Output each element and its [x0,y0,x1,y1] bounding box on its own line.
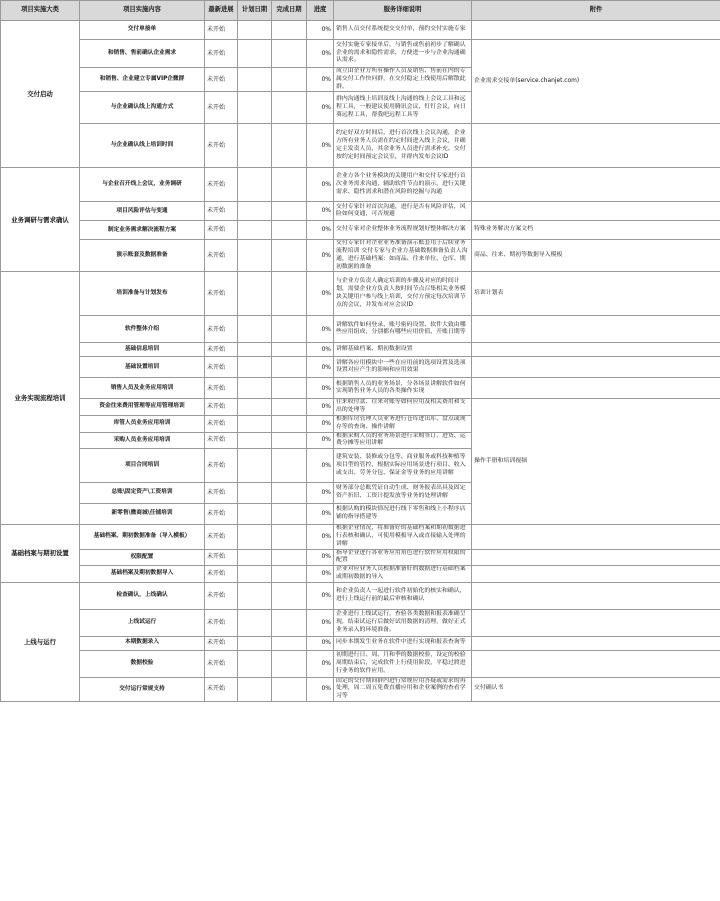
plan-date-cell [238,357,272,378]
done-date-cell [272,21,307,40]
header-category: 项目实施大类 [1,1,80,21]
progress-cell: 0% [307,124,334,168]
attachment-cell [472,343,720,357]
progress-cell: 0% [307,483,334,504]
table-row [1,124,720,168]
status-cell: 未开始 [205,92,238,124]
detail-cell: 企业方各个业务模块的关键用户和交付专家进行首次业务需求沟通，辅助软件节点的演示，进行关键需求、隐性需求和潜在风险的挖掘与沟通 [334,168,472,202]
plan-date-cell [238,416,272,433]
header-plan-date: 计划日期 [238,1,272,21]
table-row [1,650,720,677]
plan-date-cell [238,378,272,399]
item-cell: 与企业召开线上会议，业务调研 [80,168,205,202]
attachment-link[interactable]: 企业需求交接单(service.chanjet.com) [474,77,580,84]
item-cell: 基础档案、期初数据准备（导入模板） [80,525,205,549]
progress-cell: 0% [307,399,334,416]
item-cell: 项目合同培训 [80,449,205,483]
attachment-cell [472,272,720,316]
status-cell: 未开始 [205,124,238,168]
plan-date-cell [238,240,272,272]
detail-cell: 建筑安装、装修或分包等、商业服务或科技种植等项目型的管控，根据实际应用场景进行项目、收入或支出、劳务分包、保证金等业务的应用讲解 [334,449,472,483]
done-date-cell [272,168,307,202]
done-date-cell [272,221,307,240]
plan-date-cell [238,483,272,504]
detail-cell: 交付专家对企业整体业务流程规划好整体解决方案 [334,221,472,240]
table-row [1,202,720,221]
plan-date-cell [238,677,272,701]
attachment-link[interactable]: 操作手册和培训视频 [474,457,528,464]
done-date-cell [272,525,307,549]
done-date-cell [272,68,307,92]
status-cell: 未开始 [205,582,238,609]
category-cell: 业务实现流程培训 [1,272,80,525]
plan-date-cell [238,449,272,483]
plan-date-cell [238,92,272,124]
attachment-cell [472,549,720,566]
item-cell: 基础信息培训 [80,343,205,357]
plan-date-cell [238,272,272,316]
table-row [1,566,720,583]
status-cell: 未开始 [205,21,238,40]
progress-cell: 0% [307,21,334,40]
attachment-cell [472,221,720,240]
category-cell: 基础档案与期初设置 [1,525,80,582]
plan-date-cell [238,316,272,343]
attachment-cell [472,677,720,701]
progress-cell: 0% [307,240,334,272]
plan-date-cell [238,124,272,168]
status-cell: 未开始 [205,378,238,399]
progress-cell: 0% [307,650,334,677]
done-date-cell [272,357,307,378]
done-date-cell [272,650,307,677]
progress-cell: 0% [307,432,334,449]
plan-date-cell [238,609,272,636]
item-cell: 交付运行常规支持 [80,677,205,701]
detail-cell: 讲解软件如何登录、账号密码设置、软件大致由哪些应用组成，分别都有哪些应用价值、开账日期等 [334,316,472,343]
done-date-cell [272,272,307,316]
detail-cell: 销售人员交付系统提交交付单，预约交付实施专家 [334,21,472,40]
attachment-link[interactable]: 交付确认书 [474,685,504,692]
plan-date-cell [238,636,272,650]
progress-cell: 0% [307,202,334,221]
done-date-cell [272,609,307,636]
table-row [1,221,720,240]
done-date-cell [272,343,307,357]
progress-cell: 0% [307,677,334,701]
done-date-cell [272,92,307,124]
status-cell: 未开始 [205,677,238,701]
plan-date-cell [238,68,272,92]
attachment-cell [472,399,720,525]
done-date-cell [272,432,307,449]
header-attachment: 附件 [472,1,720,21]
plan-date-cell [238,650,272,677]
progress-cell: 0% [307,636,334,650]
attachment-cell [472,21,720,40]
attachment-link[interactable]: 特殊业务解决方案文档 [474,226,533,233]
item-cell: 基础档案及期初数据导入 [80,566,205,583]
item-cell: 总账\固定资产\工资培训 [80,483,205,504]
done-date-cell [272,316,307,343]
table-row [1,525,720,549]
plan-date-cell [238,525,272,549]
plan-date-cell [238,432,272,449]
attachment-cell [472,202,720,221]
header-detail: 服务详细说明 [334,1,472,21]
table-row [1,399,720,416]
status-cell: 未开始 [205,609,238,636]
table-row [1,677,720,701]
detail-cell: 根据采购人员的业务场景进行采购签订、进货、运费分摊等应用讲解 [334,432,472,449]
attachment-cell [472,168,720,202]
table-row [1,272,720,316]
done-date-cell [272,483,307,504]
table-row [1,240,720,272]
item-cell: 新零售\微商城\任铺培训 [80,504,205,525]
header-done-date: 完成日期 [272,1,307,21]
item-cell: 软件整体介绍 [80,316,205,343]
attachment-cell [472,609,720,636]
progress-cell: 0% [307,316,334,343]
category-cell: 上线与运行 [1,582,80,701]
detail-cell: 根据销售人员的业务场景，分各场景讲解软件如何实现销售业务人员的各类操作实现 [334,378,472,399]
table-row [1,316,720,343]
progress-cell: 0% [307,609,334,636]
table-row [1,40,720,68]
progress-cell: 0% [307,343,334,357]
item-cell: 制定业务需求解决流程方案 [80,221,205,240]
status-cell: 未开始 [205,566,238,583]
status-cell: 未开始 [205,399,238,416]
status-cell: 未开始 [205,549,238,566]
status-cell: 未开始 [205,40,238,68]
detail-cell: 讲解基础档案、期初数据设置 [334,343,472,357]
attachment-cell [472,378,720,399]
attachment-cell [472,316,720,343]
plan-date-cell [238,221,272,240]
item-cell: 资金往来费用管理等应用管理培训 [80,399,205,416]
status-cell: 未开始 [205,504,238,525]
status-cell: 未开始 [205,316,238,343]
plan-date-cell [238,40,272,68]
done-date-cell [272,677,307,701]
progress-cell: 0% [307,525,334,549]
item-cell: 交付单接单 [80,21,205,40]
plan-date-cell [238,21,272,40]
detail-cell: 同步本期发生业务在软件中进行实现和报表查询等 [334,636,472,650]
detail-cell: 交付专家针对企业业务准备演示账套用于后续业务流程培训 交付专家与企业方基础数据准备负责人沟通，进行基础档案：如商品、往来单位、仓库、期初数据的准备 [334,240,472,272]
progress-cell: 0% [307,68,334,92]
attachment-cell [472,240,720,272]
item-cell: 与企业确认线上培训时间 [80,124,205,168]
done-date-cell [272,549,307,566]
detail-cell: 和企业负责人一起进行软件初始化的核实和确认，进行上线运行前的最后审核和确认 [334,582,472,609]
plan-date-cell [238,168,272,202]
detail-cell: 企业进行上线试运行，查验各类数据和报表准确呈现，结束试运行后做好试用数据的清理，做好正式业务录入的环境准备。 [334,609,472,636]
item-cell: 本期数据录入 [80,636,205,650]
status-cell: 未开始 [205,343,238,357]
status-cell: 未开始 [205,650,238,677]
detail-cell: 初期进行日、周、月和季的数据校验，设定的校验周期结束后，完成软件上行使用阶段，平稳过渡进行业务的软件应用。 [334,650,472,677]
detail-cell: 固定的交付期间群内进行常规应用答疑或需求的再处理，周二周五免费直播应用和企业案例的查看学习等 [334,677,472,701]
table-row [1,168,720,202]
done-date-cell [272,378,307,399]
status-cell: 未开始 [205,432,238,449]
header-item: 项目实施内容 [80,1,205,21]
done-date-cell [272,202,307,221]
item-cell: 与企业确认线上沟通方式 [80,92,205,124]
status-cell: 未开始 [205,240,238,272]
detail-cell: 往来收付款、往来对账等如何应用及相关费用和支出的处理等 [334,399,472,416]
item-cell: 演示账套及数据准备 [80,240,205,272]
detail-cell: 根据认购的模块情况进行线下零售和线上小程序店铺的指导搭建等 [334,504,472,525]
plan-date-cell [238,504,272,525]
table-row [1,343,720,357]
progress-cell: 0% [307,549,334,566]
status-cell: 未开始 [205,221,238,240]
item-cell: 培训准备与计划发布 [80,272,205,316]
item-cell: 和销售、售前确认企业需求 [80,40,205,68]
progress-cell: 0% [307,221,334,240]
table-row [1,582,720,609]
attachment-cell [472,525,720,549]
detail-cell: 讲解各应用模块中一些在应用前的选项设置及选项设置对应产生的影响和应用效果 [334,357,472,378]
progress-cell: 0% [307,40,334,68]
attachment-cell [472,566,720,583]
item-cell: 数据校验 [80,650,205,677]
plan-date-cell [238,582,272,609]
status-cell: 未开始 [205,168,238,202]
table-header [1,1,720,21]
done-date-cell [272,566,307,583]
attachment-cell [472,582,720,609]
detail-cell: 群内沟通线上培训及线上沟通的线上会议工具和远程工具，一般建议使用腾讯会议、钉钉会议，向日葵远程工具，帮我吧远程工具等 [334,92,472,124]
progress-cell: 0% [307,566,334,583]
status-cell: 未开始 [205,449,238,483]
table-row [1,21,720,40]
item-cell: 检查确认，上线确认 [80,582,205,609]
status-cell: 未开始 [205,636,238,650]
plan-date-cell [238,549,272,566]
detail-cell: 根据企业情况，将准备好的基础档案和期初数据进行表核和确认，可使用模板导入或直接输入处理的讲解 [334,525,472,549]
status-cell: 未开始 [205,525,238,549]
done-date-cell [272,504,307,525]
item-cell: 基础设置培训 [80,357,205,378]
progress-cell: 0% [307,378,334,399]
table-row [1,609,720,636]
plan-date-cell [238,399,272,416]
detail-cell: 交付专家针对首次沟通，进行是否有风险评估，风险如何变通，可否规避 [334,202,472,221]
item-cell: 库管人员业务应用培训 [80,416,205,433]
progress-cell: 0% [307,449,334,483]
item-cell: 采购人员业务应用培训 [80,432,205,449]
attachment-cell [472,357,720,378]
item-cell: 和销售、企业建立专属VIP企微群 [80,68,205,92]
progress-cell: 0% [307,92,334,124]
done-date-cell [272,449,307,483]
table-row [1,378,720,399]
done-date-cell [272,240,307,272]
detail-cell: 交付实施专家接单后，与销售或售前初步了解确认企业的需求和隐性需求，方便进一步与企业沟通确认需求。 [334,40,472,68]
plan-date-cell [238,566,272,583]
status-cell: 未开始 [205,272,238,316]
done-date-cell [272,40,307,68]
detail-cell: 与企业方负责人确定培训的步骤及对应的时间计划，需要企业方负责人按时间节点召集相关业务模块关键用户参与线上培训，交付方预定每次培训节点的会议，并发布对应会议ID [334,272,472,316]
progress-cell: 0% [307,168,334,202]
detail-cell: 根据库房管理人员业务进行仓库进出库、盘点或现存等的查询、操作讲解 [334,416,472,433]
category-cell: 交付启动 [1,21,80,168]
table-row [1,357,720,378]
progress-cell: 0% [307,582,334,609]
detail-cell: 指导企业进行各业务应用角色进行软件应用权限的配置 [334,549,472,566]
status-cell: 未开始 [205,202,238,221]
attachment-link[interactable]: 商品、往来、期初等数据导入模板 [474,252,563,259]
detail-cell: 约定好双方时间后，进行首次线上会议沟通，企业方所有业务人员需在约定时间进入线上会议，并确定主发责人员，其余业务人员进行需求补充。交付按约定时间预定会议室，并群内发布会议ID [334,124,472,168]
progress-cell: 0% [307,272,334,316]
item-cell: 上线试运行 [80,609,205,636]
status-cell: 未开始 [205,483,238,504]
attachment-cell [472,636,720,650]
item-cell: 销售人员及业务应用培训 [80,378,205,399]
plan-date-cell [238,202,272,221]
done-date-cell [272,582,307,609]
progress-cell: 0% [307,504,334,525]
detail-cell: 财务部分总账凭证自动生成、财务报表出具及固定资产折旧、工资计提发放等业务的处理讲解 [334,483,472,504]
detail-cell: 成立由企业方所有操作人员及销售、售前在内的专属交付工作快问群，在交付稳定上线使用后解散此群。 [334,68,472,92]
plan-date-cell [238,343,272,357]
table-body [1,21,720,702]
progress-cell: 0% [307,416,334,433]
done-date-cell [272,416,307,433]
header-status: 最新进展 [205,1,238,21]
done-date-cell [272,636,307,650]
item-cell: 权限配置 [80,549,205,566]
attachment-cell [472,124,720,168]
table-row [1,549,720,566]
attachment-cell [472,650,720,677]
done-date-cell [272,124,307,168]
item-cell: 项目风险评估与变通 [80,202,205,221]
status-cell: 未开始 [205,68,238,92]
category-cell: 业务调研与需求确认 [1,168,80,272]
attachment-cell [472,40,720,124]
header-progress: 进度 [307,1,334,21]
status-cell: 未开始 [205,416,238,433]
table-row [1,636,720,650]
attachment-link[interactable]: 培训计划表 [474,290,504,297]
status-cell: 未开始 [205,357,238,378]
progress-cell: 0% [307,357,334,378]
detail-cell: 企业对应业务人员根据准备好的数据进行基础档案或期初数据的导入 [334,566,472,583]
done-date-cell [272,399,307,416]
